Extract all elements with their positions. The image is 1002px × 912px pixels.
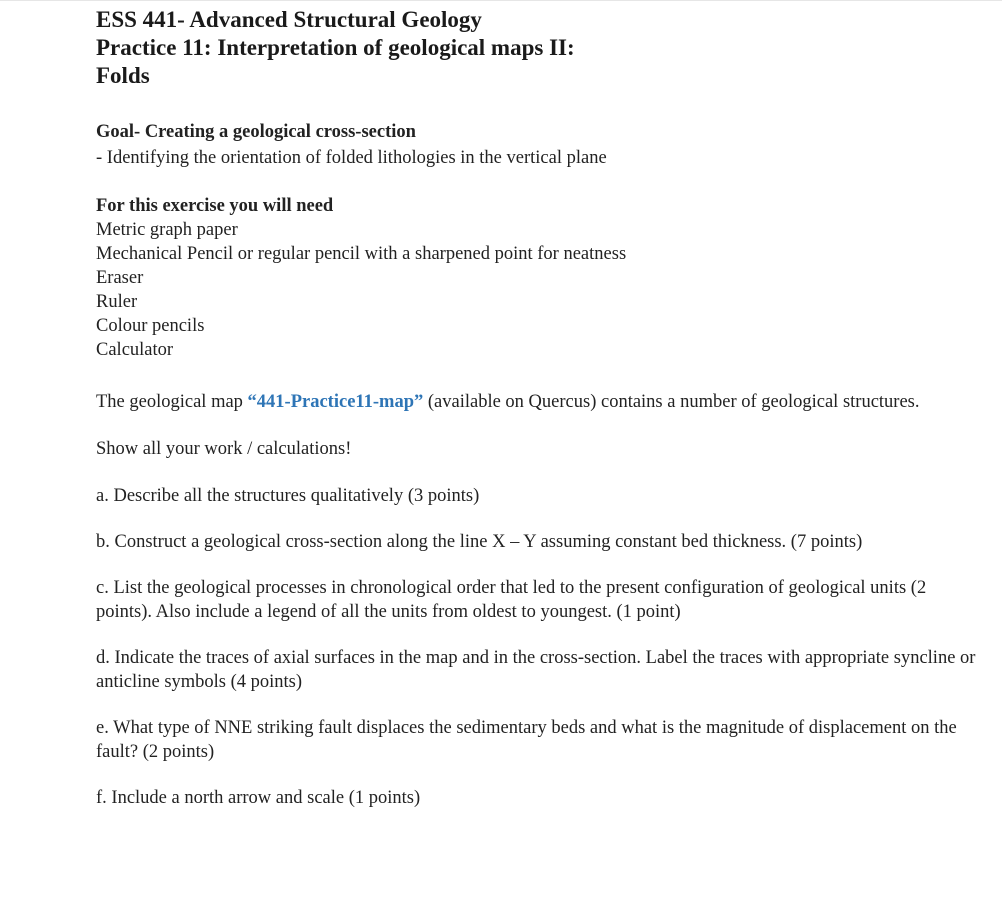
title-line-topic: Folds: [96, 63, 150, 88]
goal-heading: Goal- Creating a geological cross-section: [96, 122, 416, 142]
goal-item: - Identifying the orientation of folded lithologies in the vertical plane: [96, 148, 607, 168]
materials-item: Mechanical Pencil or regular pencil with a sharpened point for neatness: [96, 244, 627, 264]
materials-list: [96, 218, 976, 362]
instruction-text: Show all your work / calculations!: [96, 439, 352, 459]
question-e: e. What type of NNE striking fault displaces the sedimentary beds and what is the magnitude of displacement on the fault? (2 points): [96, 718, 957, 762]
intro-suffix: (available on Quercus) contains a number of geological structures.: [423, 392, 920, 412]
question-f: f. Include a north arrow and scale (1 points): [96, 788, 421, 808]
document-page: [96, 6, 976, 810]
materials-heading: For this exercise you will need: [96, 196, 334, 216]
materials-item: Calculator: [96, 340, 174, 360]
intro-paragraph: [96, 390, 976, 414]
top-border: [0, 0, 1002, 4]
materials-item: Colour pencils: [96, 316, 205, 336]
question-c: c. List the geological processes in chronological order that led to the present configuration of geological units (2 points). Also include a legend of all the units from oldest to youngest. (1 point): [96, 578, 927, 622]
materials-item: Eraser: [96, 268, 144, 288]
document-title: [96, 6, 976, 90]
intro-prefix: The geological map: [96, 392, 248, 412]
materials-item: Metric graph paper: [96, 220, 238, 240]
question-d: d. Indicate the traces of axial surfaces in the map and in the cross-section. Label the traces with appropriate syncline or anticline symbols (4 points): [96, 648, 976, 692]
title-line-course: ESS 441- Advanced Structural Geology: [96, 7, 482, 32]
materials-item: Ruler: [96, 292, 138, 312]
title-line-practice: Practice 11: Interpretation of geological maps II:: [96, 35, 575, 60]
question-b: b. Construct a geological cross-section along the line X – Y assuming constant bed thickness. (7 points): [96, 532, 863, 552]
question-a: a. Describe all the structures qualitatively (3 points): [96, 486, 480, 506]
map-file-link[interactable]: “441-Practice11-map”: [247, 392, 424, 412]
